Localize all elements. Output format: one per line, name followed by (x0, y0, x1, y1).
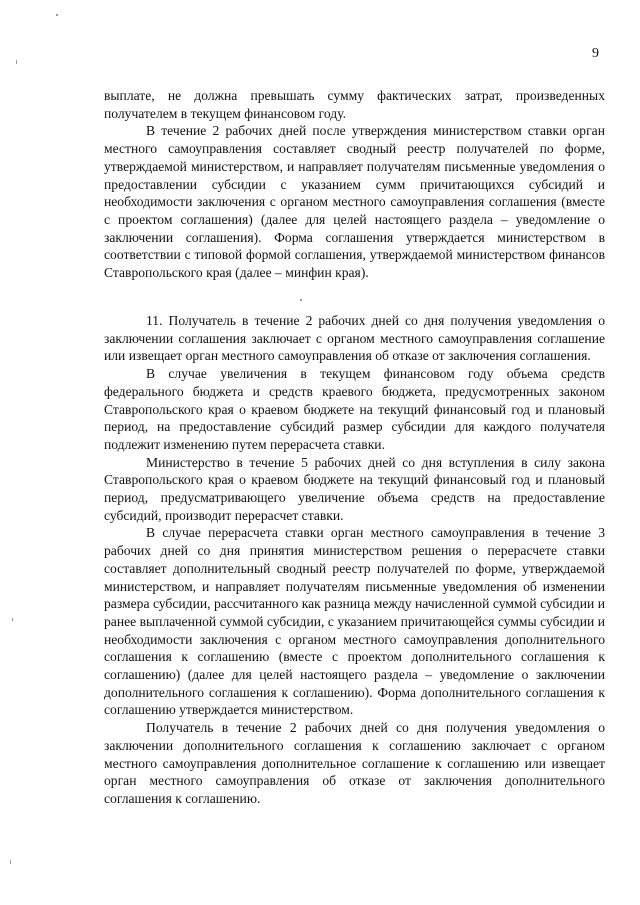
paragraph-continuation: выплате, не должна превышать сумму фактических затрат, произведенных получателем в текущем финансовом году. (104, 88, 605, 121)
page-number: 9 (592, 46, 599, 61)
scan-speck (16, 60, 17, 64)
text-block-top (104, 87, 605, 282)
scan-speck (10, 860, 11, 864)
scan-speck (56, 14, 58, 16)
paragraph-additional-agreement: Получатель в течение 2 рабочих дней со дня получения уведомления о заключении дополнительного соглашения к соглашению заключает с органом местного самоуправления дополнительное соглашение к соглашению или извещает орган местного самоуправления об отказе от заключения дополнительного соглашения к соглашению. (104, 720, 605, 806)
scan-speck (12, 618, 13, 621)
paragraph-budget-increase: В случае увеличения в текущем финансовом году объема средств федерального бюджета и средств краевого бюджета, предусмотренных законом Ставропольского края о краевом бюджете на текущий финансовый год и плановый период, на предоставление субсидий размер субсидии для каждого получателя подлежит изменению путем перерасчета ставки. (104, 366, 605, 452)
scan-speck (300, 299, 302, 301)
text-block-section-11 (104, 312, 605, 808)
paragraph-registry: В течение 2 рабочих дней после утверждения министерством ставки орган местного самоуправления составляет сводный реестр получателей по форме, утверждаемой министерством, и направляет получателям письменные уведомления о предоставлении субсидии с указанием сумм причитающихся субсидий и необходимости заключения с органом местного самоуправления соглашения (вместе с проектом соглашения) (далее для целей настоящего раздела – уведомление о заключении соглашения). Форма соглашения утверждается министерством в соответствии с типовой формой соглашения, утверждаемой министерством финансов Ставропольского края (далее – минфин края). (104, 123, 605, 281)
paragraph-additional-registry: В случае перерасчета ставки орган местного самоуправления в течение 3 рабочих дней со дня принятия министерством решения о перерасчете ставки составляет дополнительный сводный реестр получателей по форме, утверждаемой министерством, и направляет получателям письменные уведомления об изменении размера субсидии, рассчитанного как разница между начисленной суммой субсидии и ранее выплаченной суммой субсидии, с указанием причитающейся суммы субсидии и необходимости заключения с органом местного самоуправления дополнительного соглашения к соглашению (вместе с проектом дополнительного соглашения к соглашению) (далее для целей настоящего раздела – уведомление о заключении дополнительного соглашения к соглашению). Форма дополнительного соглашения к соглашению утверждается министерством. (104, 525, 605, 718)
paragraph-item-11: 11. Получатель в течение 2 рабочих дней со дня получения уведомления о заключении соглашения заключает с органом местного самоуправления соглашение или извещает орган местного самоуправления об отказе от заключения соглашения. (104, 313, 605, 364)
paragraph-ministry-recalculation: Министерство в течение 5 рабочих дней со дня вступления в силу закона Ставропольского края о краевом бюджете на текущий финансовый год и плановый период, предусматривающего увеличение объема средств на предоставление субсидий, производит перерасчет ставки. (104, 454, 605, 523)
